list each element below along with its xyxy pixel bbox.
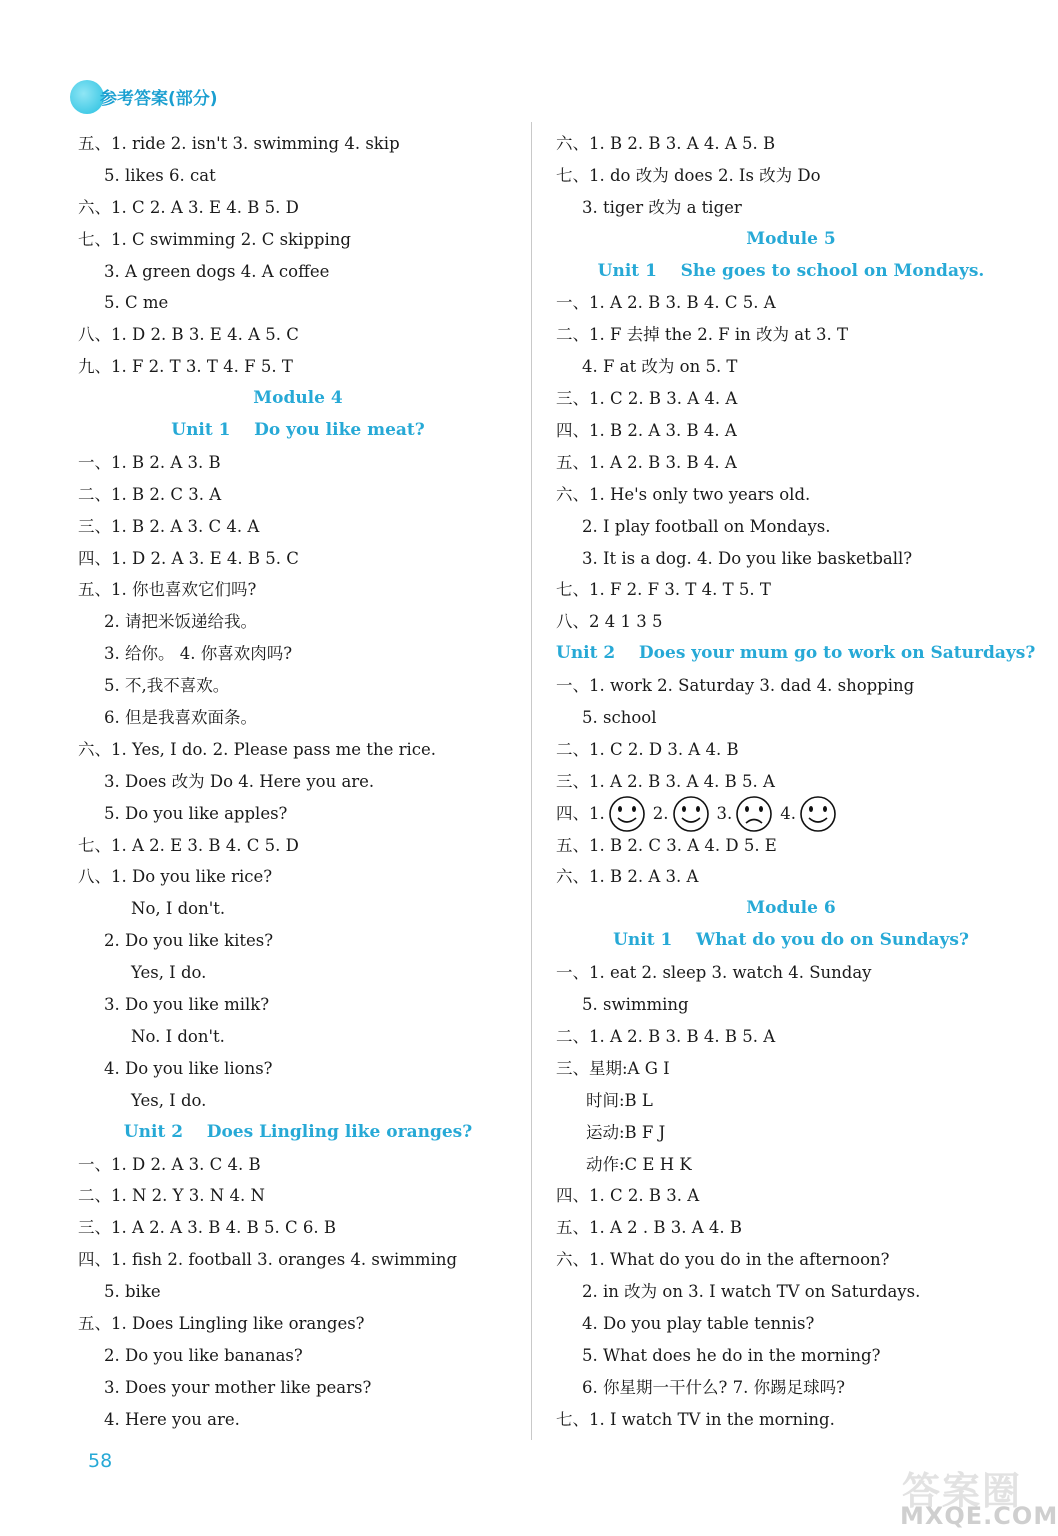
face-item-number: 3. bbox=[716, 803, 733, 823]
right-answer-line: 四、1. B 2. A 3. B 4. A bbox=[556, 421, 737, 441]
right-answer-line: 动作:C E H K bbox=[586, 1154, 692, 1174]
left-answer-line: 3. 给你。 4. 你喜欢肉吗? bbox=[104, 644, 293, 664]
question-number: 四、 bbox=[556, 803, 589, 823]
sad-face-icon bbox=[734, 794, 774, 834]
left-answer-line: 3. Does 改为 Do 4. Here you are. bbox=[104, 771, 375, 791]
left-answer-line: 5. Do you like apples? bbox=[104, 803, 288, 823]
left-answer-line: 七、1. C swimming 2. C skipping bbox=[78, 229, 351, 249]
left-answer-line: 八、1. Do you like rice? bbox=[78, 867, 273, 887]
right-section-heading: Unit 2 Does your mum go to work on Saturdays? bbox=[556, 643, 1036, 664]
left-answer-line: 七、1. A 2. E 3. B 4. C 5. D bbox=[78, 835, 299, 855]
left-answer-line: 九、1. F 2. T 3. T 4. F 5. T bbox=[78, 357, 293, 377]
left-answer-line: 3. Do you like milk? bbox=[104, 995, 270, 1015]
left-section-heading: Unit 1 Do you like meat? bbox=[171, 420, 425, 441]
page-number: 58 bbox=[88, 1450, 113, 1472]
left-answer-line: 四、1. D 2. A 3. E 4. B 5. C bbox=[78, 548, 299, 568]
right-answer-line: 5. swimming bbox=[582, 995, 689, 1015]
left-section-heading: Module 4 bbox=[253, 388, 343, 409]
right-answer-line: 二、1. A 2. B 3. B 4. B 5. A bbox=[556, 1026, 776, 1046]
left-answer-line: 6. 但是我喜欢面条。 bbox=[104, 708, 257, 728]
right-answer-line: 四、1. C 2. B 3. A bbox=[556, 1186, 700, 1206]
right-faces-row bbox=[556, 798, 1026, 830]
right-answer-line: 五、1. A 2. B 3. B 4. A bbox=[556, 452, 737, 472]
smiley-face-icon bbox=[798, 794, 838, 834]
smiley-face-icon bbox=[671, 794, 711, 834]
right-answer-line: 2. I play football on Mondays. bbox=[582, 516, 831, 536]
face-item-number: 1. bbox=[589, 803, 605, 823]
right-answer-line: 二、1. C 2. D 3. A 4. B bbox=[556, 739, 739, 759]
right-answer-line: 时间:B L bbox=[586, 1090, 653, 1110]
header-circle-icon bbox=[70, 80, 104, 114]
left-answer-line: 三、1. A 2. A 3. B 4. B 5. C 6. B bbox=[78, 1218, 336, 1238]
right-answer-line: 4. F at 改为 on 5. T bbox=[582, 357, 738, 377]
left-column bbox=[78, 128, 518, 1436]
left-answer-line: 五、1. 你也喜欢它们吗? bbox=[78, 580, 257, 600]
right-answer-line: 八、2 4 1 3 5 bbox=[556, 612, 663, 632]
column-divider bbox=[531, 122, 532, 1440]
left-answer-line: 一、1. B 2. A 3. B bbox=[78, 452, 221, 472]
right-answer-line: 三、1. A 2. B 3. A 4. B 5. A bbox=[556, 771, 775, 791]
right-answer-line: 三、星期:A G I bbox=[556, 1058, 670, 1078]
left-answer-line: 3. A green dogs 4. A coffee bbox=[104, 261, 330, 281]
right-answer-line: 2. in 改为 on 3. I watch TV on Saturdays. bbox=[582, 1282, 921, 1302]
left-answer-line: 5. likes 6. cat bbox=[104, 165, 216, 185]
left-answer-line: 5. bike bbox=[104, 1282, 161, 1302]
left-answer-line: 五、1. Does Lingling like oranges? bbox=[78, 1313, 365, 1333]
left-answer-line: 三、1. B 2. A 3. C 4. A bbox=[78, 516, 260, 536]
right-section-heading: Unit 1 She goes to school on Mondays. bbox=[597, 260, 985, 281]
left-answer-line: 5. C me bbox=[104, 293, 169, 313]
right-answer-line: 6. 你星期一干什么? 7. 你踢足球吗? bbox=[582, 1377, 845, 1397]
right-answer-line: 5. school bbox=[582, 708, 657, 728]
right-answer-line: 六、1. What do you do in the afternoon? bbox=[556, 1250, 890, 1270]
right-answer-line: 七、1. I watch TV in the morning. bbox=[556, 1409, 835, 1429]
right-answer-line: 5. What does he do in the morning? bbox=[582, 1345, 881, 1365]
left-answer-line: 八、1. D 2. B 3. E 4. A 5. C bbox=[78, 325, 299, 345]
right-answer-line: 七、1. do 改为 does 2. Is 改为 Do bbox=[556, 165, 821, 185]
left-answer-line: 二、1. B 2. C 3. A bbox=[78, 484, 222, 504]
right-answer-line: 五、1. A 2 . B 3. A 4. B bbox=[556, 1218, 743, 1238]
header-title: 参考答案(部分) bbox=[100, 89, 218, 109]
right-answer-line: 六、1. He's only two years old. bbox=[556, 484, 811, 504]
right-answer-line: 六、1. B 2. A 3. A bbox=[556, 867, 699, 887]
watermark-logo-text: 答案圈 bbox=[902, 1469, 1023, 1513]
right-section-heading: Unit 1 What do you do on Sundays? bbox=[613, 930, 969, 951]
left-answer-line: Yes, I do. bbox=[131, 963, 207, 983]
right-answer-line: 运动:B F J bbox=[586, 1122, 666, 1142]
left-answer-line: No, I don't. bbox=[131, 899, 226, 919]
left-answer-line: 3. Does your mother like pears? bbox=[104, 1377, 372, 1397]
left-answer-line: 一、1. D 2. A 3. C 4. B bbox=[78, 1154, 261, 1174]
right-answer-line: 一、1. work 2. Saturday 3. dad 4. shopping bbox=[556, 676, 915, 696]
right-answer-line: 二、1. F 去掉 the 2. F in 改为 at 3. T bbox=[556, 325, 848, 345]
right-answer-line: 一、1. eat 2. sleep 3. watch 4. Sunday bbox=[556, 963, 872, 983]
right-section-heading: Module 5 bbox=[746, 228, 836, 249]
left-answer-line: 五、1. ride 2. isn't 3. swimming 4. skip bbox=[78, 134, 400, 153]
face-item-number: 4. bbox=[780, 803, 796, 823]
right-answer-line: 4. Do you play table tennis? bbox=[582, 1313, 815, 1333]
right-answer-line: 3. tiger 改为 a tiger bbox=[582, 197, 742, 217]
left-answer-line: No. I don't. bbox=[131, 1026, 225, 1046]
smiley-face-icon bbox=[607, 794, 647, 834]
right-answer-line: 3. It is a dog. 4. Do you like basketball? bbox=[582, 548, 913, 568]
left-section-heading: Unit 2 Does Lingling like oranges? bbox=[123, 1121, 473, 1142]
watermark-logo bbox=[880, 1460, 1058, 1530]
right-answer-line: 一、1. A 2. B 3. B 4. C 5. A bbox=[556, 293, 776, 313]
left-answer-line: 六、1. C 2. A 3. E 4. B 5. D bbox=[78, 197, 299, 217]
left-answer-line: Yes, I do. bbox=[131, 1090, 207, 1110]
left-answer-line: 4. Do you like lions? bbox=[104, 1058, 273, 1078]
left-answer-line: 二、1. N 2. Y 3. N 4. N bbox=[78, 1186, 265, 1206]
right-column bbox=[556, 128, 1036, 1436]
left-answer-line: 六、1. Yes, I do. 2. Please pass me the rice. bbox=[78, 739, 436, 759]
left-answer-line: 2. Do you like kites? bbox=[104, 931, 274, 951]
left-answer-line: 4. Here you are. bbox=[104, 1409, 240, 1429]
right-answer-line: 五、1. B 2. C 3. A 4. D 5. E bbox=[556, 835, 777, 855]
right-section-heading: Module 6 bbox=[746, 898, 836, 919]
right-answer-line: 六、1. B 2. B 3. A 4. A 5. B bbox=[556, 134, 776, 153]
face-item-number: 2. bbox=[652, 803, 669, 823]
left-answer-line: 四、1. fish 2. football 3. oranges 4. swimming bbox=[78, 1250, 458, 1270]
left-answer-line: 5. 不,我不喜欢。 bbox=[104, 676, 230, 696]
right-answer-line: 七、1. F 2. F 3. T 4. T 5. T bbox=[556, 580, 771, 600]
left-answer-line: 2. Do you like bananas? bbox=[104, 1345, 303, 1365]
watermark-url: MXQE.COM bbox=[900, 1502, 1058, 1530]
left-answer-line: 2. 请把米饭递给我。 bbox=[104, 612, 257, 632]
right-answer-line: 三、1. C 2. B 3. A 4. A bbox=[556, 389, 738, 409]
